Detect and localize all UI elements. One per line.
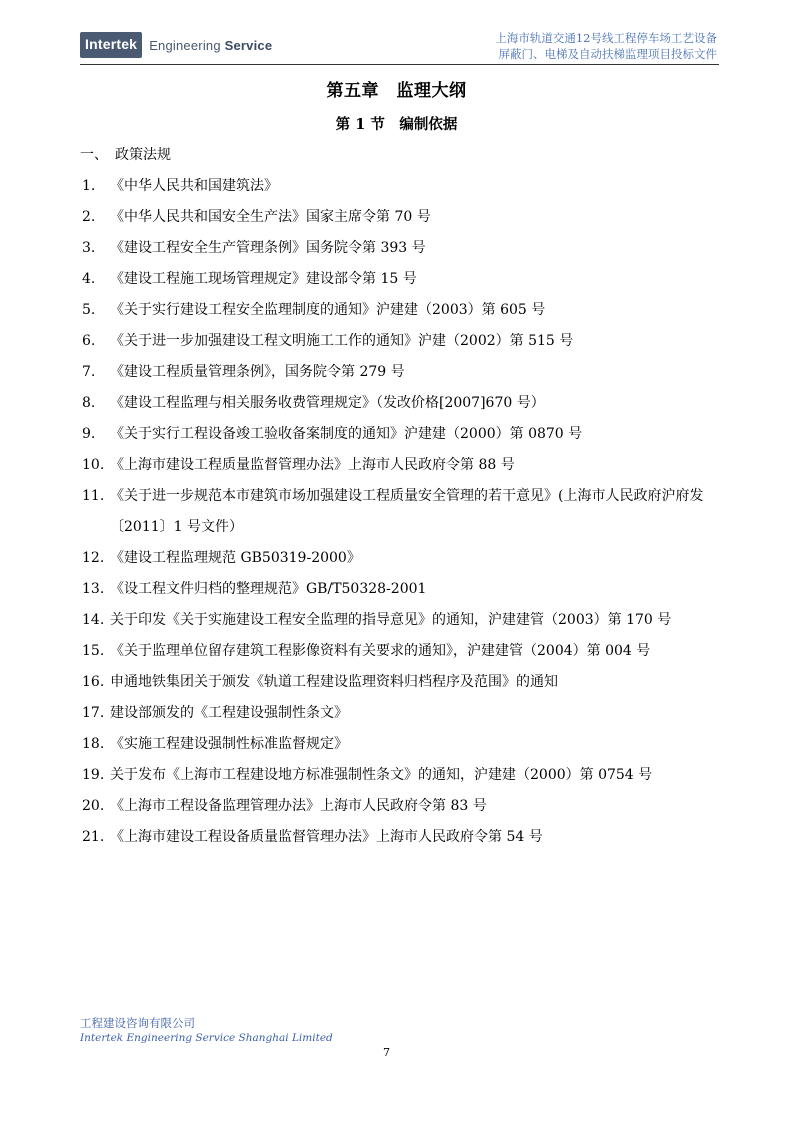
list-item-number: 8.: [82, 395, 96, 411]
list-item-text: 《关于监理单位留存建筑工程影像资料有关要求的通知》，沪建建管（2004）第 004 号: [110, 643, 651, 659]
list-item-text: 关于发布《上海市工程建设地方标准强制性条文》的通知，沪建建（2000）第 0754 号: [110, 767, 653, 783]
list-item-text: 《上海市工程设备监理管理办法》上海市人民政府令第 83 号: [110, 798, 487, 814]
list-item: [82, 543, 722, 574]
list-item-text: 《建设工程监理与相关服务收费管理规定》（发改价格[2007]670 号）: [110, 395, 545, 411]
list-item-number: 13.: [82, 581, 105, 597]
list-item-text: 《中华人民共和国安全生产法》国家主席令第 70 号: [110, 209, 431, 225]
list-item-number: 3.: [82, 240, 96, 256]
list-item: [82, 481, 722, 543]
list-item-number: 14.: [82, 612, 105, 628]
list-item: [82, 822, 722, 853]
list-item-text: 《设工程文件归档的整理规范》GB/T50328-2001: [110, 581, 427, 597]
list-item-text: 《建设工程质量管理条例》，国务院令第 279 号: [110, 364, 405, 380]
list-item-number: 6.: [82, 333, 96, 349]
list-item-number: 12.: [82, 550, 105, 566]
list-item: [82, 295, 722, 326]
list-item: [82, 233, 722, 264]
list-item-number: 21.: [82, 829, 105, 845]
logo-text: [149, 38, 272, 53]
list-item: [82, 667, 722, 698]
list-item-number: 15.: [82, 643, 105, 659]
company-logo: [80, 32, 272, 58]
list-item: [82, 326, 722, 357]
list-item: [82, 605, 722, 636]
list-item-text: 《关于进一步规范本市建筑市场加强建设工程质量安全管理的若干意见》(上海市人民政府沪府发〔2011〕1 号文件）: [110, 488, 704, 535]
footer-company-en: Intertek Engineering Service Shanghai Limited: [80, 1032, 333, 1044]
footer-company-cn: 工程建设咨询有限公司: [80, 1016, 195, 1030]
list-item: [82, 636, 722, 667]
list-item: [82, 450, 722, 481]
list-item: [82, 729, 722, 760]
list-item: [82, 760, 722, 791]
list-item-number: 16.: [82, 674, 105, 690]
list-item-number: 20.: [82, 798, 105, 814]
list-item-number: 1.: [82, 178, 96, 194]
logo-text-prefix: Engineering: [149, 37, 221, 53]
section-title: 第 1 节 编制依据: [335, 116, 458, 133]
list-item-text: 《建设工程施工现场管理规定》建设部令第 15 号: [110, 271, 417, 287]
list-item-text: 关于印发《关于实施建设工程安全监理的指导意见》的通知，沪建建管（2003）第 170 号: [110, 612, 672, 628]
list-item-text: 《关于实行建设工程安全监理制度的通知》沪建建（2003）第 605 号: [110, 302, 546, 318]
list-item: [82, 171, 722, 202]
list-item-text: 《关于实行工程设备竣工验收备案制度的通知》沪建建（2000）第 0870 号: [110, 426, 583, 442]
subheading: 一、 政策法规: [80, 147, 171, 163]
list-item-text: 《关于进一步加强建设工程文明施工工作的通知》沪建（2002）第 515 号: [110, 333, 574, 349]
chapter-title: 第五章 监理大纲: [326, 81, 467, 101]
list-item-text: 《中华人民共和国建筑法》: [110, 178, 278, 194]
list-item: [82, 574, 722, 605]
list-item-text: 申通地铁集团关于颁发《轨道工程建设监理资料归档程序及范围》的通知: [110, 674, 558, 690]
list-item-text: 《上海市建设工程质量监督管理办法》上海市人民政府令第 88 号: [110, 457, 515, 473]
list-item-number: 5.: [82, 302, 96, 318]
logo-mark: Intertek: [80, 32, 142, 58]
list-item: [82, 419, 722, 450]
list-item: [82, 357, 722, 388]
header-divider: [80, 64, 719, 65]
project-title-line-1: 上海市轨道交通12号线工程停车场工艺设备: [495, 31, 717, 45]
list-item: [82, 388, 722, 419]
list-item-number: 4.: [82, 271, 96, 287]
list-item-text: 《建设工程监理规范 GB50319-2000》: [110, 550, 361, 566]
list-item-text: 《实施工程建设强制性标准监督规定》: [110, 736, 348, 752]
list-item-number: 18.: [82, 736, 105, 752]
list-item-text: 《上海市建设工程设备质量监督管理办法》上海市人民政府令第 54 号: [110, 829, 543, 845]
project-title: [495, 30, 717, 62]
page-number: 7: [383, 1046, 390, 1059]
list-item-number: 2.: [82, 209, 96, 225]
regulation-list: [82, 171, 722, 853]
list-item-number: 9.: [82, 426, 96, 442]
project-title-line-2: 屏蔽门、电梯及自动扶梯监理项目投标文件: [498, 47, 717, 61]
list-item: [82, 202, 722, 233]
list-item: [82, 698, 722, 729]
logo-text-bold: Service: [224, 37, 273, 53]
list-item-number: 17.: [82, 705, 105, 721]
list-item-number: 11.: [82, 488, 105, 504]
list-item-number: 19.: [82, 767, 105, 783]
list-item-number: 7.: [82, 364, 96, 380]
list-item: [82, 791, 722, 822]
list-item-text: 《建设工程安全生产管理条例》国务院令第 393 号: [110, 240, 426, 256]
list-item: [82, 264, 722, 295]
list-item-text: 建设部颁发的《工程建设强制性条文》: [110, 705, 348, 721]
list-item-number: 10.: [82, 457, 105, 473]
